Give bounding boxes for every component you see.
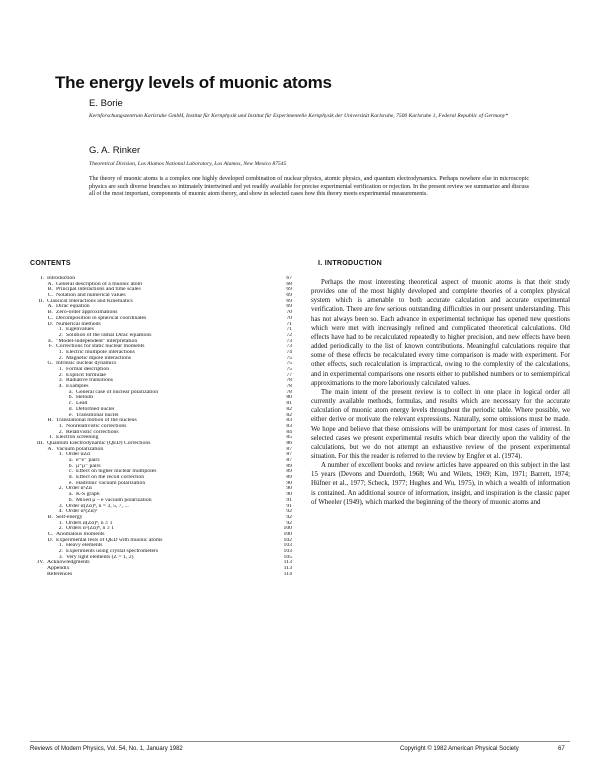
toc-title: Principal interactions and time scales bbox=[56, 287, 141, 293]
toc-page-number: 87 bbox=[286, 458, 292, 463]
toc-label: F. bbox=[48, 344, 53, 350]
toc-title: Magnetic dipole interactions bbox=[66, 355, 132, 361]
toc-title: Notation and numerical values bbox=[56, 293, 126, 299]
author-name: E. Borie bbox=[89, 98, 123, 109]
toc-page-number: 75 bbox=[286, 355, 292, 361]
toc-page-number: 91 bbox=[286, 503, 292, 509]
toc-label: e. bbox=[69, 412, 73, 418]
toc-title: Order α²(Zα)² bbox=[66, 509, 98, 515]
toc-label: 2. bbox=[58, 332, 63, 338]
toc-title: Electric multipole interactions bbox=[66, 349, 135, 355]
toc-page-number: 69 bbox=[286, 298, 292, 304]
toc-label: 4. bbox=[58, 509, 63, 515]
toc-title: Classical Interactions and Kinematics bbox=[47, 298, 133, 304]
toc-page-number: 90 bbox=[286, 486, 292, 492]
toc-title: Orders α²(Zα)ⁿ, n ≥ 1 bbox=[66, 526, 115, 532]
author-name: G. A. Rinker bbox=[89, 145, 141, 156]
toc-page-number: 75 bbox=[286, 367, 292, 372]
toc-title: e⁺e⁻ pairs bbox=[76, 458, 100, 463]
toc-label: E. bbox=[48, 338, 53, 344]
toc-label: I. bbox=[49, 435, 53, 441]
toc-title: Helium bbox=[76, 395, 94, 401]
toc-page-number: 113 bbox=[283, 560, 292, 566]
toc-title: Very light elements (Z = 1, 2) bbox=[66, 554, 134, 560]
toc-page-number: 71 bbox=[286, 321, 292, 327]
toc-label: 1. bbox=[58, 520, 63, 526]
toc-label: 2. bbox=[58, 549, 63, 554]
toc-title: Mixed μ – e vacuum polarization bbox=[76, 497, 152, 503]
toc-label: C. bbox=[47, 531, 53, 537]
toc-label: A. bbox=[47, 304, 53, 310]
toc-page-number: 113 bbox=[283, 566, 292, 572]
toc-title: References bbox=[47, 571, 73, 577]
toc-label: 2. bbox=[58, 372, 63, 378]
toc-title: Dirac equation bbox=[56, 304, 90, 310]
paragraph: Perhaps the most interesting theoretical aspect of muonic atoms is that their study provides one of the most highly developed and complete theories of a complex physical system which is amenable to both accurate calculation and accurate experimental verification. There are few serious outstanding difficulties in our present understanding. This has not always been so. Each advance in experimental technique has opened new questions which were met with increasingly refined and complicated theoretical calculations. Old effects have had to be recalculated repeatedly to higher precision, and new effects have been added periodically to the list of known contributions. Meaningful calculations require that some of these effects be recalculated every time comparison is made with experiment. For other effects, such recalculation is impractical, owing to the complexity of the calculations, and in experimental comparisons one resorts either to published numbers or to semiempirical approximations to the more laboriously calculated values. bbox=[311, 279, 570, 387]
toc-page-number: 68 bbox=[286, 281, 292, 287]
toc-title: Anomalous moments bbox=[56, 531, 105, 537]
toc-page-number: 92 bbox=[286, 520, 292, 526]
toc-label: 3. bbox=[58, 503, 63, 509]
toc-title: Translational motion of the nucleus bbox=[56, 418, 137, 424]
toc-page-number: 90 bbox=[286, 480, 292, 486]
toc-title: Decomposition in spherical coordinates bbox=[56, 315, 147, 321]
toc-page-number: 100 bbox=[283, 531, 292, 537]
toc-page-number: 83 bbox=[286, 418, 292, 424]
toc-label: 4. bbox=[58, 384, 63, 390]
toc-page-number: 89 bbox=[286, 463, 292, 469]
toc-page-number: 71 bbox=[286, 327, 292, 333]
toc-label: D. bbox=[47, 321, 53, 327]
toc-title: General case of nuclear polarization bbox=[76, 389, 159, 395]
journal-citation: Reviews of Modern Physics, Vol. 54, No. 1, January 1982 bbox=[30, 746, 183, 752]
toc-title: Self-energy bbox=[56, 514, 83, 520]
toc-page-number: 74 bbox=[286, 349, 292, 355]
author-affiliation: Kernforschungszentrum Karlsruhe GmbH, Institut für Kernphysik und Institut für Experimentelle Kernphysik der Universität Karlsruhe, 7500 Karlsruhe 1, Federal Republic of Germany* bbox=[89, 113, 509, 119]
copyright-notice: Copyright © 1982 American Physical Society bbox=[400, 746, 519, 752]
toc-page-number: 84 bbox=[286, 429, 292, 435]
toc-title: General description of a muonic atom bbox=[56, 281, 143, 287]
paragraph: The main intent of the present review is to collect in one place in logical order all currently available methods, formulas, and results which are necessary for the accurate calculation of muonic atom energy levels throughout the periodic table. Where possible, we either derive or motivate the relevant expressions. Naturally, some omissions must be made. We hope and believe that these omissions will be unimportant for most cases of interest. In selected cases we present experimental results which bear directly upon the validity of the calculations, but we do not attempt an exhaustive review of the present experimental situation. For this the reader is referred to the review by Engfer et al. (1974). bbox=[311, 388, 570, 460]
toc-title: "Model-independent" interpretation bbox=[56, 338, 138, 344]
toc-label: C. bbox=[47, 293, 53, 299]
toc-page-number: 73 bbox=[286, 344, 292, 350]
toc-title: Formal description bbox=[66, 367, 110, 372]
toc-label: 3. bbox=[58, 554, 63, 560]
toc-label: H. bbox=[47, 418, 53, 424]
toc-page-number: 103 bbox=[283, 543, 292, 549]
toc-page-number: 89 bbox=[286, 469, 292, 475]
toc-page-number: 67 bbox=[286, 276, 292, 281]
toc-page-number: 73 bbox=[286, 338, 292, 344]
toc-title: Introduction bbox=[47, 276, 76, 281]
toc-title: Heavy elements bbox=[66, 543, 103, 549]
footer-rule bbox=[30, 741, 570, 742]
toc-title: Effect on higher nuclear multipoles bbox=[76, 469, 157, 475]
toc-title: Order αZα bbox=[66, 452, 91, 458]
toc-label: 2. bbox=[58, 429, 63, 435]
toc-page-number: 69 bbox=[286, 287, 292, 293]
toc-label: c. bbox=[69, 469, 73, 475]
abstract: The theory of muonic atoms is a complex one highly developed combination of nuclear physics, atomic physics, and quantum electrodynamics. Perhaps nowhere else in microscopic physics are such diverse branches so intimately intertwined and yet readily available for precise experimental verification or rejection. In the present review we summarize and discuss all of the most important, components of muonic atom theory, and show in selected cases how this theory meets experimental measurements. bbox=[89, 176, 529, 198]
introduction-body bbox=[311, 278, 570, 507]
toc-page-number: 83 bbox=[286, 423, 292, 429]
toc-label: d. bbox=[68, 475, 73, 481]
toc-label: a. bbox=[69, 492, 73, 498]
toc-page-number: 85 bbox=[286, 435, 292, 441]
toc-page-number: 69 bbox=[286, 304, 292, 310]
toc-title: Experimental tests of QED with muonic atoms bbox=[56, 537, 163, 543]
toc-page-number: 72 bbox=[286, 332, 292, 338]
toc-title: Intrinsic nuclear dynamics bbox=[56, 361, 117, 367]
toc-label: G. bbox=[47, 361, 53, 367]
toc-label: 2. bbox=[58, 526, 63, 532]
toc-label: B. bbox=[47, 287, 53, 293]
toc-title: Vacuum polarization bbox=[56, 446, 104, 452]
toc-label: d. bbox=[68, 406, 73, 412]
toc-label: I. bbox=[40, 276, 44, 281]
toc-label: 2. bbox=[58, 355, 63, 361]
author-affiliation: Theoretical Division, Los Alamos National Laboratory, Los Alamos, New Mexico 87545 bbox=[89, 161, 287, 167]
table-of-contents bbox=[30, 276, 292, 577]
toc-title: Deformed nuclei bbox=[76, 406, 115, 412]
toc-page-number: 70 bbox=[286, 315, 292, 321]
toc-page-number: 78 bbox=[286, 384, 292, 390]
toc-label: 3. bbox=[58, 378, 63, 384]
toc-title: Numerical methods bbox=[56, 321, 101, 327]
toc-title: Zero-order approximations bbox=[56, 310, 118, 316]
toc-title: Quantum Electrodynamic (QED) Corrections bbox=[47, 440, 151, 446]
toc-label: b. bbox=[68, 395, 73, 401]
toc-title: Experiments using crystal spectrometers bbox=[66, 549, 159, 554]
toc-title: Order α²Zα bbox=[66, 486, 92, 492]
toc-page-number: 82 bbox=[286, 412, 292, 418]
toc-label: 1. bbox=[58, 327, 63, 333]
contents-heading: CONTENTS bbox=[30, 260, 71, 267]
toc-label: IV. bbox=[37, 560, 44, 566]
toc-page-number: 77 bbox=[286, 372, 292, 378]
toc-label: 2. bbox=[58, 486, 63, 492]
toc-label: 1. bbox=[58, 543, 63, 549]
toc-page-number: 78 bbox=[286, 389, 292, 395]
toc-page-number: 81 bbox=[286, 401, 292, 407]
toc-label: B. bbox=[47, 514, 53, 520]
toc-label: c. bbox=[69, 401, 73, 407]
toc-title: Acknowledgments bbox=[47, 560, 90, 566]
toc-label: C. bbox=[47, 315, 53, 321]
paragraph: A number of excellent books and review articles have appeared on this subject in the last 15 years (Devons and Duerdoth, 1968; Wu and Wilets, 1969; Kim, 1971; Barrett, 1974; Hüfner et al., 1977; Scheck, 1977; Hughes and Wu, 1975), in which a wealth of information is contained. An additional source of information, insight, and inspiration is the classic paper of Wheeler (1949), which marked the beginning of the theory of muonic atoms and bbox=[311, 462, 570, 506]
toc-entry bbox=[30, 572, 292, 578]
toc-page-number: 78 bbox=[286, 378, 292, 384]
toc-label: 1. bbox=[58, 452, 63, 458]
toc-page-number: 82 bbox=[286, 406, 292, 412]
toc-label: A. bbox=[47, 446, 53, 452]
toc-label: 1. bbox=[58, 349, 63, 355]
toc-page-number: 80 bbox=[286, 395, 292, 401]
toc-title: Order α(Zα)ⁿ, n = 3, 5, 7, ... bbox=[66, 503, 129, 509]
toc-page-number: 75 bbox=[286, 361, 292, 367]
toc-label: 1. bbox=[58, 423, 63, 429]
section-heading: I. INTRODUCTION bbox=[318, 260, 382, 267]
toc-page-number: 92 bbox=[286, 514, 292, 520]
page-number: 67 bbox=[558, 746, 565, 752]
toc-label: A. bbox=[47, 281, 53, 287]
toc-page-number: 91 bbox=[286, 497, 292, 503]
toc-title: μ⁺μ⁻ pairs bbox=[76, 463, 101, 469]
toc-label: D. bbox=[47, 537, 53, 543]
toc-title: Solution of the radial Dirac equations bbox=[66, 332, 152, 338]
toc-label: B. bbox=[47, 310, 53, 316]
toc-title: Effect on the recoil correction bbox=[76, 475, 145, 481]
toc-label bbox=[30, 572, 47, 578]
toc-label: b. bbox=[68, 497, 73, 503]
toc-page-number: 90 bbox=[286, 492, 292, 498]
toc-title: Relativistic corrections bbox=[66, 429, 119, 435]
toc-page-number: 102 bbox=[283, 537, 292, 543]
toc-title: Nonrelativistic corrections bbox=[66, 423, 127, 429]
toc-title: Lead bbox=[76, 401, 88, 407]
toc-title: Appendix bbox=[47, 566, 70, 572]
toc-page-number: 70 bbox=[286, 310, 292, 316]
toc-title: Examples bbox=[66, 384, 89, 390]
toc-page-number: 87 bbox=[286, 446, 292, 452]
toc-label: e. bbox=[69, 480, 73, 486]
toc-page-number: 86 bbox=[286, 440, 292, 446]
toc-title: Transitional nuclei bbox=[76, 412, 119, 418]
toc-label: II. bbox=[38, 298, 44, 304]
toc-label: a. bbox=[69, 389, 73, 395]
toc-label: b. bbox=[68, 463, 73, 469]
toc-title: Corrections for static nuclear moments bbox=[56, 344, 145, 350]
toc-page-number: 105 bbox=[283, 554, 292, 560]
toc-title: Orders α(Zα)ⁿ, n ≥ 1 bbox=[66, 520, 113, 526]
toc-page-number: 114 bbox=[283, 571, 292, 577]
toc-label: 1. bbox=[58, 367, 63, 372]
toc-title: K-S graph bbox=[76, 492, 100, 498]
toc-page-number: 92 bbox=[286, 509, 292, 515]
toc-page-number: 69 bbox=[286, 293, 292, 299]
toc-title: Electron screening bbox=[56, 435, 99, 441]
toc-page-number: 89 bbox=[286, 475, 292, 481]
toc-title: Radiative transitions bbox=[66, 378, 113, 384]
toc-page-number: 87 bbox=[286, 452, 292, 458]
toc-title: Explicit formulae bbox=[66, 372, 106, 378]
toc-page-number: 103 bbox=[283, 549, 292, 554]
toc-title: Hadronic vacuum polarization bbox=[76, 480, 146, 486]
toc-title: Eigenvalues bbox=[66, 327, 94, 333]
article-title: The energy levels of muonic atoms bbox=[55, 73, 332, 92]
toc-label: a. bbox=[69, 458, 73, 463]
toc-page-number: 100 bbox=[283, 526, 292, 532]
toc-label: III. bbox=[36, 440, 44, 446]
